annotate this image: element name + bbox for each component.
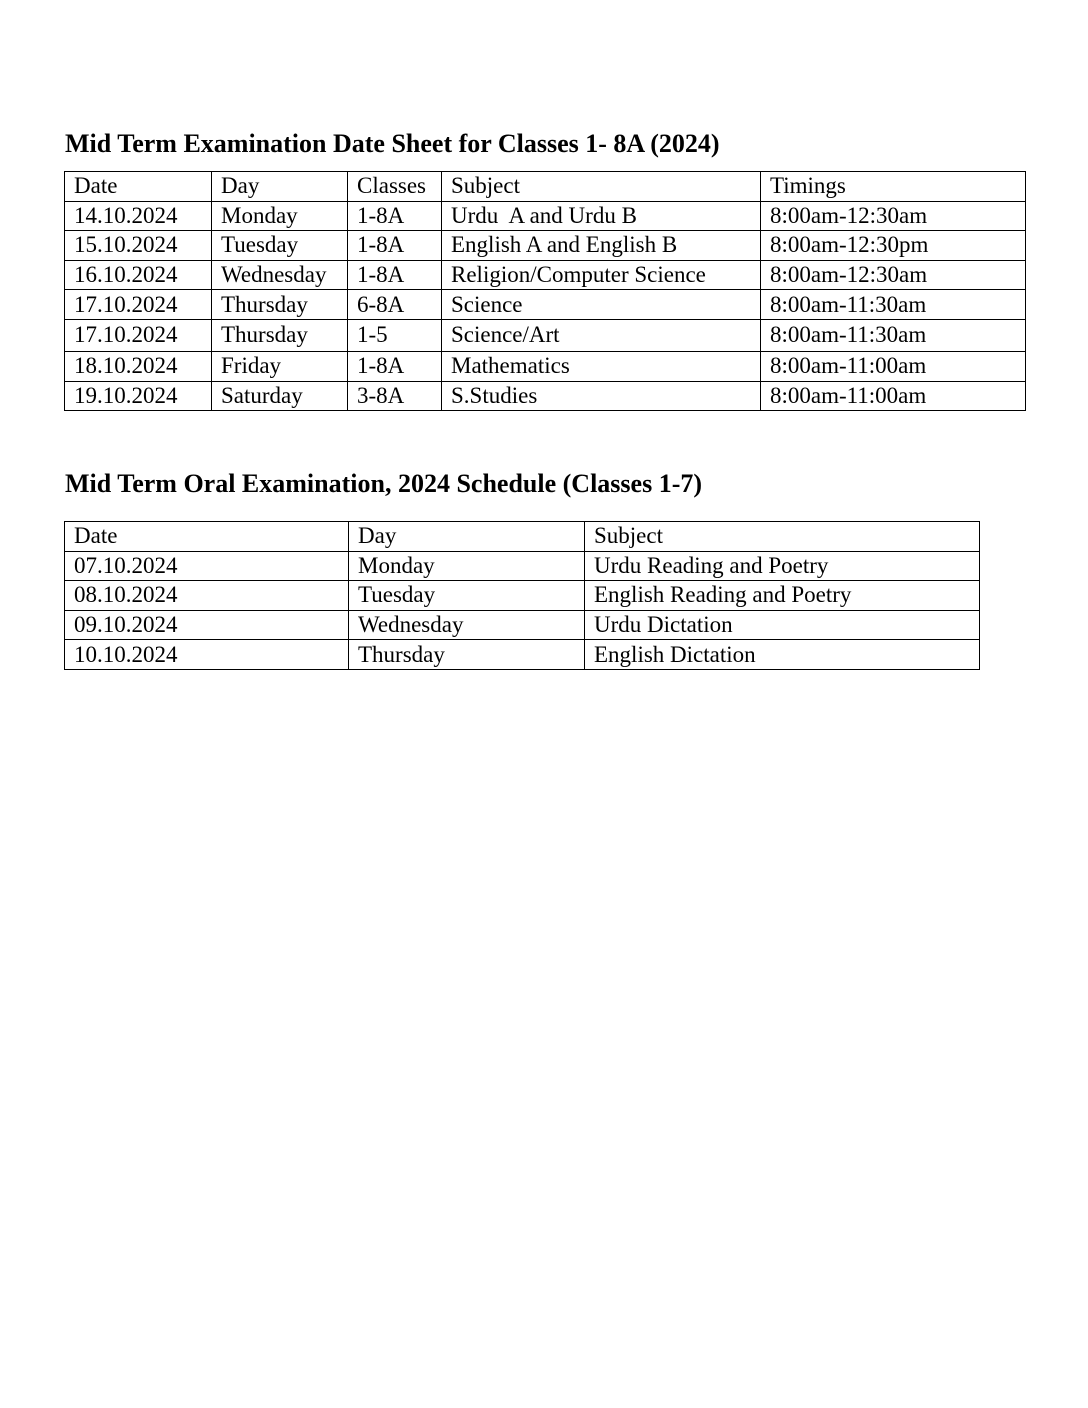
date-cell: 15.10.2024 bbox=[65, 231, 212, 261]
table-row bbox=[65, 201, 1026, 231]
day-cell: Tuesday bbox=[349, 581, 585, 611]
classes-cell: 1-5 bbox=[348, 319, 442, 351]
subject-cell: S.Studies bbox=[442, 381, 761, 411]
table-row bbox=[65, 231, 1026, 261]
exam-schedule-table bbox=[64, 171, 1026, 411]
table-row bbox=[65, 381, 1026, 411]
day-cell: Friday bbox=[212, 351, 348, 381]
day-cell: Saturday bbox=[212, 381, 348, 411]
subject-cell: Mathematics bbox=[442, 351, 761, 381]
day-cell: Monday bbox=[212, 201, 348, 231]
date-cell: 08.10.2024 bbox=[65, 581, 349, 611]
subject-cell: English Reading and Poetry bbox=[585, 581, 980, 611]
timings-cell: 8:00am-11:30am bbox=[761, 319, 1026, 351]
subject-cell: English Dictation bbox=[585, 640, 980, 670]
timings-cell: 8:00am-11:00am bbox=[761, 381, 1026, 411]
date-cell: 16.10.2024 bbox=[65, 260, 212, 290]
date-cell: 17.10.2024 bbox=[65, 319, 212, 351]
timings-cell: 8:00am-12:30pm bbox=[761, 231, 1026, 261]
subject-cell: Urdu Dictation bbox=[585, 610, 980, 640]
table-row bbox=[65, 551, 980, 581]
oral-schedule-title: Mid Term Oral Examination, 2024 Schedule (Classes 1-7) bbox=[65, 469, 703, 498]
header-cell: Subject bbox=[442, 172, 761, 202]
day-cell: Wednesday bbox=[212, 260, 348, 290]
date-cell: 17.10.2024 bbox=[65, 290, 212, 320]
date-cell: 19.10.2024 bbox=[65, 381, 212, 411]
timings-cell: 8:00am-12:30am bbox=[761, 201, 1026, 231]
header-cell: Timings bbox=[761, 172, 1026, 202]
classes-cell: 1-8A bbox=[348, 351, 442, 381]
table-row bbox=[65, 610, 980, 640]
subject-cell: Religion/Computer Science bbox=[442, 260, 761, 290]
timings-cell: 8:00am-11:00am bbox=[761, 351, 1026, 381]
table-row bbox=[65, 640, 980, 670]
table-row bbox=[65, 319, 1026, 351]
day-cell: Wednesday bbox=[349, 610, 585, 640]
exam-schedule-title: Mid Term Examination Date Sheet for Classes 1- 8A (2024) bbox=[65, 129, 720, 158]
header-cell: Date bbox=[65, 172, 212, 202]
classes-cell: 6-8A bbox=[348, 290, 442, 320]
day-cell: Thursday bbox=[349, 640, 585, 670]
table-row bbox=[65, 290, 1026, 320]
header-cell: Date bbox=[65, 522, 349, 552]
table-row bbox=[65, 260, 1026, 290]
date-cell: 09.10.2024 bbox=[65, 610, 349, 640]
date-cell: 07.10.2024 bbox=[65, 551, 349, 581]
timings-cell: 8:00am-11:30am bbox=[761, 290, 1026, 320]
day-cell: Tuesday bbox=[212, 231, 348, 261]
date-cell: 14.10.2024 bbox=[65, 201, 212, 231]
oral-schedule-table bbox=[64, 521, 980, 670]
subject-cell: Urdu A and Urdu B bbox=[442, 201, 761, 231]
header-cell: Classes bbox=[348, 172, 442, 202]
classes-cell: 1-8A bbox=[348, 260, 442, 290]
subject-cell: Science/Art bbox=[442, 319, 761, 351]
header-cell: Subject bbox=[585, 522, 980, 552]
day-cell: Thursday bbox=[212, 319, 348, 351]
date-cell: 10.10.2024 bbox=[65, 640, 349, 670]
timings-cell: 8:00am-12:30am bbox=[761, 260, 1026, 290]
subject-cell: English A and English B bbox=[442, 231, 761, 261]
date-cell: 18.10.2024 bbox=[65, 351, 212, 381]
header-cell: Day bbox=[349, 522, 585, 552]
classes-cell: 1-8A bbox=[348, 231, 442, 261]
classes-cell: 1-8A bbox=[348, 201, 442, 231]
classes-cell: 3-8A bbox=[348, 381, 442, 411]
table-header-row bbox=[65, 172, 1026, 202]
table-row bbox=[65, 351, 1026, 381]
header-cell: Day bbox=[212, 172, 348, 202]
table-header-row bbox=[65, 522, 980, 552]
table-row bbox=[65, 581, 980, 611]
day-cell: Thursday bbox=[212, 290, 348, 320]
subject-cell: Science bbox=[442, 290, 761, 320]
day-cell: Monday bbox=[349, 551, 585, 581]
subject-cell: Urdu Reading and Poetry bbox=[585, 551, 980, 581]
